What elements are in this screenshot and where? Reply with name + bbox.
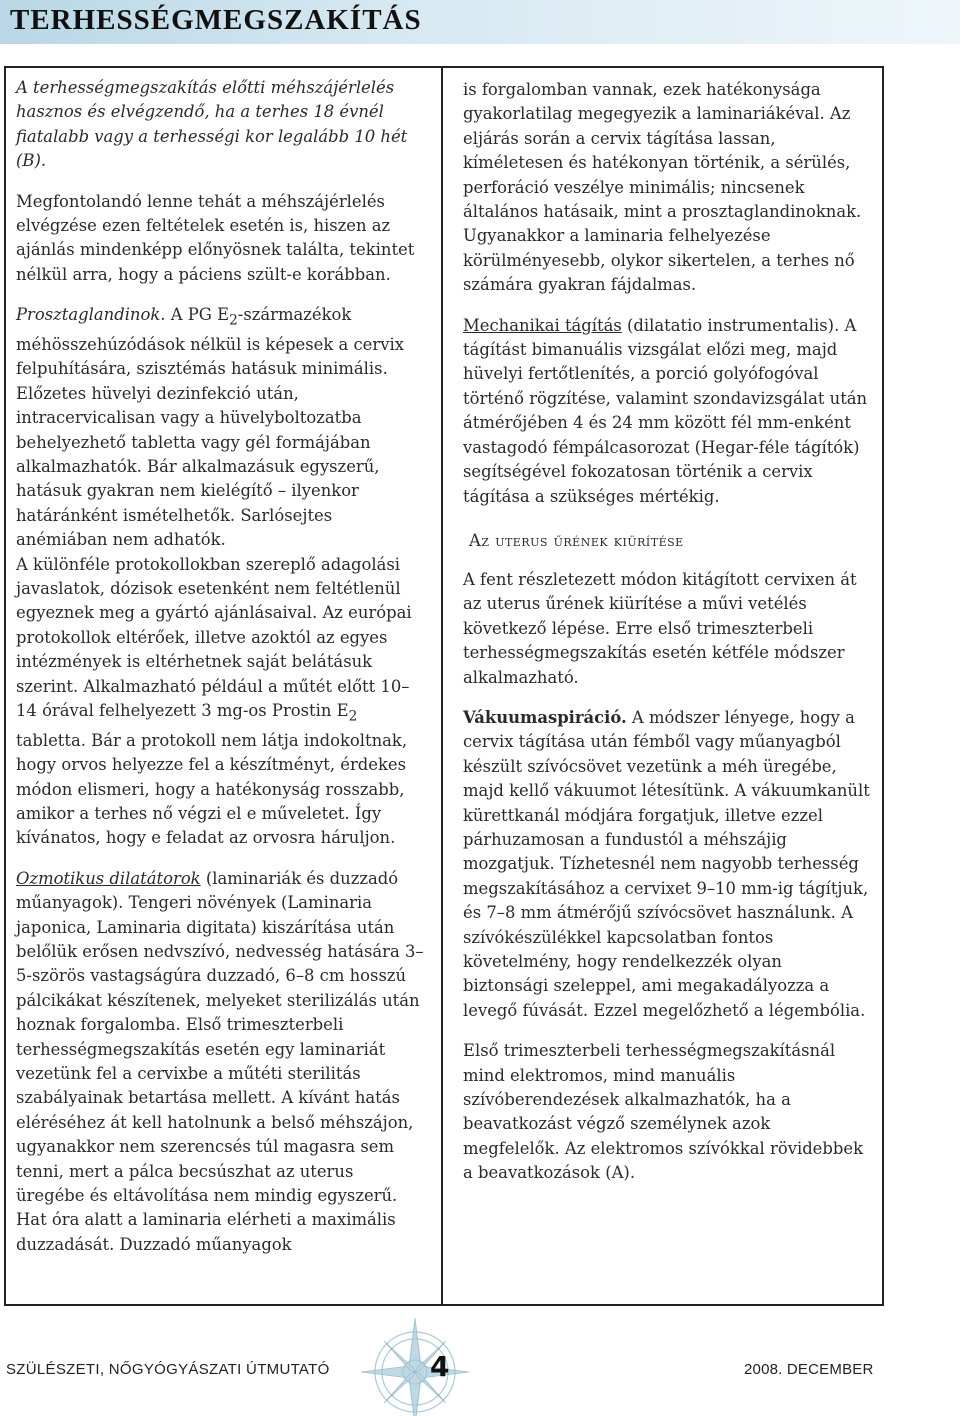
protocols-subscript: 2 — [348, 708, 358, 725]
paragraph-laminaria-continued: is forgalomban vannak, ezek hatékonysága gyakorlatilag megegyezik a laminariákéval. Az eljárás során a cervix tágítása lassan, kíméletesen és hatékonyan történik, a sérülés, perforáció veszélye minimális; nincsenek általános hatásaik, mint a prosztaglandinoknak. Ugyanakkor a laminaria felhelyezése körülményesebb, olykor sikertelen, a terhes nő számára gyakran fájdalmas. — [463, 80, 862, 295]
mechanical-dilation-text: (dilatatio instrumentalis). A tágítást bimanuális vizsgálat előzi meg, majd hüvelyi fertőtlenítés, a porció golyófogóval történő rögzítése, valamint szondavizsgálat után átmérőjében 4 és 24 mm között fél mm-enként vastagodó fémpálcasorozat (Hegar-féle tágítók) segítségével fokozatosan történik a cervix tágítása a szükséges mértékig. — [463, 315, 868, 506]
page-number: 4 — [430, 1350, 450, 1383]
prostaglandins-text-a: A PG E — [165, 305, 230, 325]
paragraph-evacuation: A fent részletezett módon kitágított cervixen át az uterus űrének kiürítése a művi vetélés következő lépése. Erre első trimeszterbeli terhességmegszakítás esetén kétféle módszer alkalmazható. — [463, 569, 857, 687]
term-osmotic-dilators: Ozmotikus dilatátorok — [16, 868, 201, 888]
prostaglandins-subscript: 2 — [229, 312, 238, 329]
left-column — [4, 66, 443, 1306]
term-prostaglandins: Prosztaglandinok. — [16, 305, 166, 325]
page-title: TERHESSÉGMEGSZAKÍTÁS — [10, 4, 422, 36]
paragraph-vacuum-aspiration — [463, 706, 872, 1023]
paragraph-osmotic-dilators — [16, 867, 427, 1258]
paragraph-protocols — [16, 553, 427, 851]
footer-publication-title: SZÜLÉSZETI, NŐGYÓGYÁSZATI ÚTMUTATÓ — [6, 1361, 330, 1378]
paragraph-suction-devices: Első trimeszterbeli terhességmegszakításnál mind elektromos, mind manuális szívóberendezések alkalmazhatók, ha a beavatkozást végző személynek azok megfelelők. Az elektromos szívókkal rövidebbek a beavatkozások (A). — [463, 1041, 864, 1183]
section-heading-evacuation: Az uterus űrének kiürítése — [469, 530, 684, 550]
term-mechanical-dilation: Mechanikai tágítás — [463, 315, 622, 335]
footer-date: 2008. DECEMBER — [744, 1361, 874, 1378]
vacuum-aspiration-text: A módszer lényege, hogy a cervix tágítása után fémből vagy műanyagból készült szívócsövet vezetünk a méh üregébe, majd kellő vákuumot létesítünk. A vákuumkanült kürettkanál módjára forgatjuk, illetve ezzel párhuzamosan a fundustól a méhszájig mozgatjuk. Tízhetesnél nem nagyobb terhesség megszakításához a cervixet 9–10 mm-ig tágítjuk, és 7–8 mm átmérőjű szívócsövet használunk. A szívókészülékkel kapcsolatban fontos követelmény, hogy rendelkezzék olyan biztonsági szeleppel, ami megakadályozza a levegő fúvását. Ezzel megelőzhető a légembólia. — [463, 707, 870, 1020]
paragraph-prostaglandins — [16, 303, 427, 552]
paragraph-consideration: Megfontolandó lenne tehát a méhszájérlelés elvégzése ezen feltételek esetén is, hiszen az ajánlás mindenképp előnyösnek találta, tekintet nélkül arra, hogy a páciens szült-e korábban. — [16, 191, 415, 284]
paragraph-intro: A terhességmegszakítás előtti méhszájérlelés hasznos és elvégzendő, ha a terhes 18 évnél fiatalabb vagy a terhességi kor legalább 10 hét (B). — [16, 78, 408, 171]
compass-rose-icon — [350, 1314, 480, 1416]
term-vacuum-aspiration: Vákuumaspiráció. — [463, 707, 627, 727]
paragraph-mechanical-dilation — [463, 314, 872, 509]
protocols-text-b: tabletta. Bár a protokoll nem látja indokoltnak, hogy orvos helyezze fel a készítményt, érdekes módon elismeri, hogy a hatékonyság rosszabb, amikor a terhes nő végzi el e műveletet. Így kívánatos, hogy e feladat az orvosra háruljon. — [16, 730, 408, 848]
protocols-text-a: A különféle protokollokban szereplő adagolási javaslatok, dózisok esetenként nem feltétlenül egyeznek meg a gyártó ajánlásaival. Az európai protokollok eltérőek, illetve azoktól az egyes intézmények is eltérhetnek saját belátásuk szerint. Alkalmazható például a műtét előtt 10–14 órával felhelyezett 3 mg-os Prostin E — [16, 554, 412, 721]
right-column — [443, 66, 884, 1306]
prostaglandins-text-b: -származékok méhösszehúzódások nélkül is képesek a cervix felpuhítására, szisztémás hatásuk minimális. Előzetes hüvelyi dezinfekció után, intracervicalisan vagy a hüvelyboltozatba behelyezhető tabletta vagy gél formájában alkalmazhatók. Bár alkalmazásuk egyszerű, hatásuk gyakran nem kielégítő – ilyenkor határánként ismételhetők. Sarlósejtes anémiában nem adhatók. — [16, 305, 404, 550]
osmotic-dilators-text: (laminariák és duzzadó műanyagok). Tengeri növények (Laminaria japonica, Laminaria digitata) kiszárítása után belőlük erősen nedvszívó, nedvesség hatására 3–5-szörös vastagságúra duzzadó, 6–8 cm hosszú pálcikákat készítenek, melyeket sterilizálás után hoznak forgalomba. Első trimeszterbeli terhességmegszakítás esetén egy laminariát vezetünk fel a cervixbe a műtéti sterilitás szabályainak betartása mellett. A kívánt hatás eléréséhez át kell hatolnunk a belső méhszájon, ugyanakkor nem szerencsés túl magasra sem tenni, mert a pálca becsúszhat az uterus üregébe és eltávolítása nem mindig egyszerű. Hat óra alatt a laminaria elérheti a maximális duzzadását. Duzzadó műanyagok — [16, 868, 424, 1254]
